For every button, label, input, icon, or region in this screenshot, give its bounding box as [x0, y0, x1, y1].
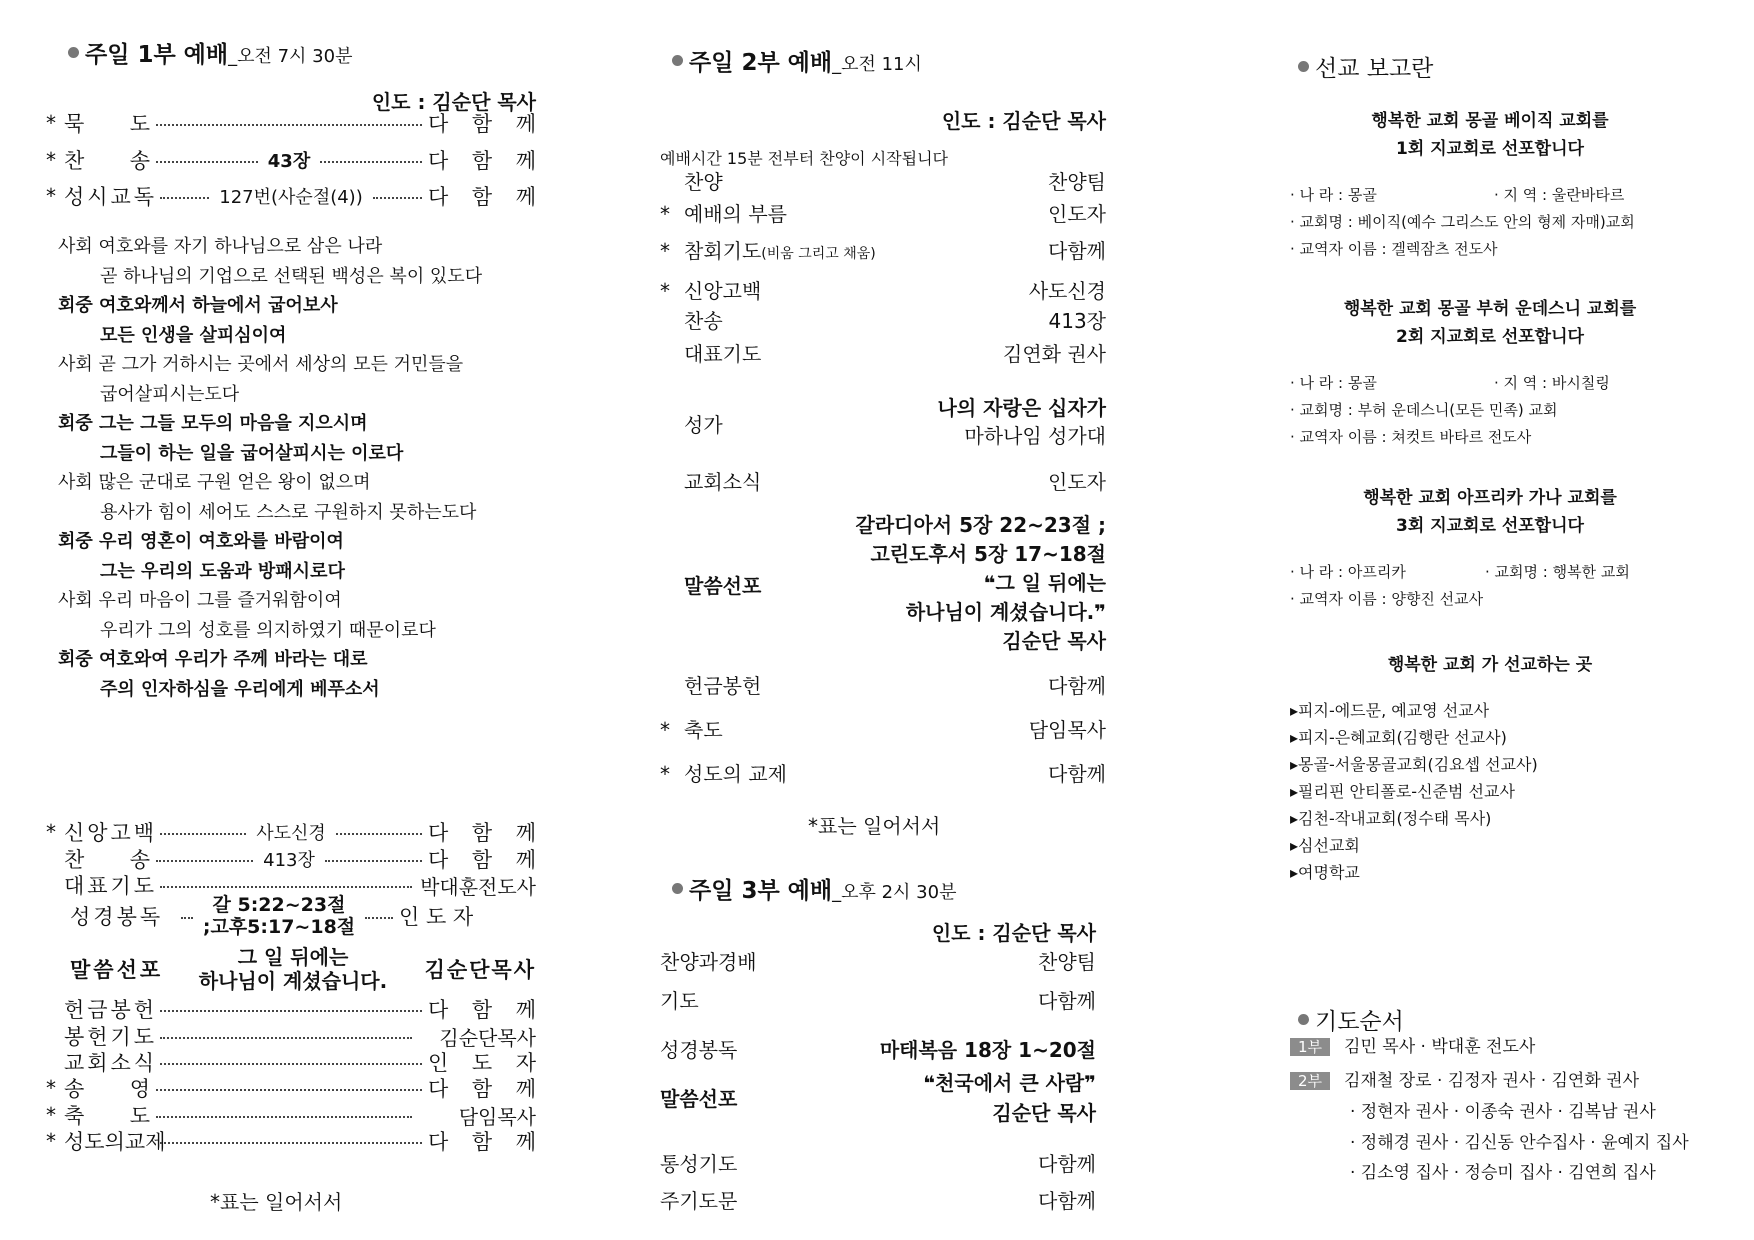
col1-tail-row-label-char: 헌 [64, 998, 85, 1022]
col1-top-row-label-char: 성 [64, 185, 85, 209]
col1-scripture-ref-1: 갈 5:22~23절 [212, 894, 346, 916]
col1-tail-row-label-char: 도 [133, 1025, 154, 1049]
col1-tail-row-label-char: 교 [124, 1130, 146, 1154]
col2-row-right: 413장 [1048, 309, 1106, 333]
responsive-line [58, 645, 368, 671]
col1-tail-row-label [64, 1073, 150, 1103]
col2b-tail-label: 주기도문 [660, 1189, 738, 1213]
col1-bottom-row-right-char: 께 [515, 821, 536, 845]
col1-bottom-row-label-char: 앙 [87, 821, 108, 845]
star-mark: * [660, 762, 670, 786]
col1-bottom-row-label-char: 고 [110, 821, 131, 845]
mission-head: 행복한 교회 몽골 베이직 교회를 [1371, 111, 1609, 131]
col2-tail-right: 다함께 [1048, 762, 1106, 786]
bullet-icon [68, 47, 79, 58]
col2-tail-right: 담임목사 [1028, 718, 1106, 742]
col2-row-right: 다함께 [1048, 239, 1106, 263]
col2-row-label [660, 305, 723, 334]
col2-row-label [660, 338, 761, 367]
col1-scripture-label: 성경봉독 [70, 905, 164, 929]
col1-tail-row [46, 994, 536, 1024]
responsive-speaker: 사회 [58, 590, 99, 611]
bullet-icon [1298, 1014, 1309, 1025]
col2-row-right: 김연화 권사 [1003, 342, 1106, 366]
col1-bottom-row-right-char: 다 [428, 821, 449, 845]
col1-title: 주일 1부 예배 [85, 42, 229, 68]
col1-top-row-right-char: 다 [428, 185, 449, 209]
mission-detail: · 지 역 : 바시칠링 [1494, 374, 1610, 392]
col1-bottom-row-right [428, 817, 536, 847]
responsive-line: 곧 하나님의 기업으로 선택된 백성은 복이 있도다 [100, 266, 483, 287]
responsive-line [58, 527, 344, 553]
mission-head: 행복한 교회 아프리카 가나 교회를 [1363, 488, 1617, 508]
dotted-leader [373, 197, 422, 199]
col1-sermon-label: 말씀선포 [70, 958, 164, 982]
col1-bottom-row-right-char: 께 [515, 848, 536, 872]
col1-top-row-right [428, 145, 536, 175]
col1-sermon-line-1: 그 일 뒤에는 [237, 945, 349, 969]
col2-row-text: 찬송 [684, 309, 723, 333]
col1-bottom-row-mid: 413장 [263, 850, 315, 871]
col2-news-right: 인도자 [1048, 470, 1106, 494]
col2b-sermon-title: ❝천국에서 큰 사람❞ [923, 1071, 1096, 1095]
col2-row-small: (비움 그리고 채움) [761, 246, 876, 262]
col2-sermon-line: 하나님이 계셨습니다.❞ [905, 600, 1106, 624]
responsive-line: 주의 인자하심을 우리에게 베푸소서 [100, 679, 380, 700]
responsive-line: 용사가 힘이 세어도 스스로 구원하지 못하는도다 [100, 502, 477, 523]
col1-top-row-label [64, 145, 150, 175]
prayer-row [1290, 1066, 1639, 1091]
col1-top-row-right-char: 함 [471, 149, 493, 173]
col1-tail-row-right [428, 1126, 536, 1156]
col1-bottom-row-label-char: 도 [133, 874, 154, 898]
col2b-title: 주일 3부 예배 [689, 878, 833, 904]
star-mark: * [660, 279, 670, 303]
col2-choir-title: 나의 자랑은 십자가 [937, 396, 1106, 420]
star-mark: * [46, 820, 56, 844]
prayer-row [1350, 1128, 1689, 1153]
mission-detail: · 지 역 : 울란바타르 [1494, 186, 1625, 204]
col1-tail-row-label-char: 금 [87, 998, 108, 1022]
col1-bottom-row-label-char: 표 [87, 874, 108, 898]
col2-choir [860, 394, 1106, 450]
responsive-text: 여호와께서 하늘에서 굽어보사 [99, 295, 338, 316]
star-mark: * [46, 111, 56, 135]
col1-tail-row-label-char: 축 [64, 1104, 85, 1128]
dotted-leader [156, 124, 422, 126]
col2-row-right: 사도신경 [1028, 279, 1106, 303]
col1-top-row-right-char: 께 [515, 112, 536, 136]
prayer-names: · 정해경 권사 · 김신동 안수집사 · 윤예지 집사 [1350, 1133, 1689, 1153]
prayer-row [1350, 1097, 1656, 1122]
col2b-sermon-label: 말씀선포 [660, 1087, 738, 1111]
dotted-leader [325, 860, 422, 862]
col2-sermon-line: 갈라디아서 5장 22~23절 ; [855, 513, 1106, 537]
responsive-line [58, 232, 382, 258]
col1-scripture-row [70, 894, 536, 938]
col1-tail-row-label-char: 소 [110, 1051, 131, 1075]
col2b-sermon-preacher: 김순단 목사 [992, 1101, 1096, 1125]
responsive-speaker: 회중 [58, 295, 100, 316]
col2-sermon-line: ❝그 일 뒤에는 [983, 571, 1106, 595]
col1-sermon-line-2: 하나님이 계셨습니다. [198, 969, 388, 993]
responsive-speaker: 사회 [58, 236, 99, 257]
col1-bottom-row-label [64, 817, 154, 847]
col1-top-row-mid: 127번(사순절(4)) [219, 187, 363, 208]
col2-row-text: 예배의 부름 [684, 202, 787, 226]
col1-tail-row-label-char: 헌 [87, 1025, 108, 1049]
col1-top-row [46, 108, 536, 138]
col1-tail-row-right-char: 다 [428, 1077, 449, 1101]
col3-heading [1298, 50, 1433, 83]
col1-tail-row-right [428, 1073, 536, 1103]
dotted-leader [156, 161, 258, 163]
support-item: ▸심선교회 [1290, 836, 1360, 855]
col1-top-row [46, 181, 536, 211]
prayer-names: · 김소영 집사 · 정승미 집사 · 김연희 집사 [1350, 1163, 1656, 1183]
responsive-speaker: 회중 [58, 649, 100, 670]
responsive-text: 우리 영혼이 여호와를 바람이여 [99, 531, 344, 552]
col1-top-row-right [428, 181, 536, 211]
responsive-text: 곧 그가 거하시는 곳에서 세상의 모든 거민들을 [98, 354, 464, 375]
col1-tail-row-right-char: 께 [515, 998, 536, 1022]
col2-row-label [660, 166, 723, 195]
star-mark: * [660, 202, 670, 226]
dotted-leader [160, 1010, 422, 1012]
prayer-tag: 2부 [1290, 1072, 1330, 1090]
dotted-leader [336, 833, 422, 835]
mission-detail: · 나 라 : 아프리카 [1290, 563, 1406, 581]
col2-leader: 인도 : 김순단 목사 [941, 109, 1106, 133]
mission-detail: · 교역자 이름 : 쳐컷트 바타르 전도사 [1290, 428, 1532, 446]
col1-bottom-row-label-char: 송 [129, 848, 150, 872]
col1-tail-row-label-char: 도 [84, 1130, 105, 1154]
responsive-text: 여호와를 자기 하나님으로 삼은 나라 [98, 236, 383, 257]
responsive-line: 모든 인생을 살피심이여 [100, 325, 287, 346]
col1-top-row [46, 145, 536, 175]
prayer-names: 김재철 장로 · 김정자 권사 · 김연화 권사 [1344, 1071, 1640, 1091]
star-mark: * [46, 148, 56, 172]
prayer-names: 김민 목사 · 박대훈 전도사 [1344, 1037, 1536, 1057]
col1-tail-row-label-char: 헌 [133, 998, 154, 1022]
responsive-line [58, 291, 338, 317]
col2-row-text: 찬양 [684, 170, 723, 194]
col1-top-row-label-char: 시 [87, 185, 108, 209]
prayer-tag: 1부 [1290, 1038, 1330, 1056]
responsive-text: 우리 마음이 그를 즐거워함이여 [98, 590, 342, 611]
col1-top-row-mid: 43장 [267, 151, 311, 172]
dotted-leader [181, 917, 193, 919]
col1-tail-row-right-char: 함 [471, 1077, 493, 1101]
prayer-row [1350, 1158, 1656, 1183]
responsive-line: 우리가 그의 성호를 의지하였기 때문이로다 [100, 620, 436, 641]
col1-scripture-ref-2: ;고후5:17~18절 [202, 916, 356, 938]
bullet-icon [1298, 61, 1309, 72]
col1-tail-row [46, 1073, 536, 1103]
mission-detail: · 교회명 : 부허 운데스니(모든 민족) 교회 [1290, 401, 1558, 419]
col1-bottom-row-right-char: 함 [471, 848, 493, 872]
col1-bottom-row-label-char: 신 [64, 821, 85, 845]
col1-sermon-row [70, 945, 536, 993]
col1-top-row-right-char: 께 [515, 185, 536, 209]
support-item: ▸여명학교 [1290, 863, 1360, 882]
col2-row-text: 신앙고백 [684, 279, 762, 303]
col2-row-label [660, 275, 761, 304]
col3-support-head: 행복한 교회 가 선교하는 곳 [1387, 655, 1593, 675]
col2-tail-label [660, 714, 723, 743]
col1-top-row-label-char: 찬 [64, 149, 85, 173]
mission-head: 행복한 교회 몽골 부허 운데스니 교회를 [1343, 299, 1637, 319]
col2-title: 주일 2부 예배 [689, 50, 833, 76]
col2b-row-label: 기도 [660, 989, 699, 1013]
col1-top-row-right-char: 다 [428, 149, 449, 173]
col2-tail-text: 성도의 교제 [684, 762, 787, 786]
dotted-leader [156, 860, 253, 862]
col2-sermon [800, 511, 1106, 656]
col2-intro: 예배시간 15분 전부터 찬양이 시작됩니다 [660, 149, 948, 168]
col2b-leader: 인도 : 김순단 목사 [931, 921, 1096, 945]
col1-top-row-right-char: 께 [515, 149, 536, 173]
col2-tail-text: 헌금봉헌 [684, 674, 762, 698]
col1-scripture-refs [199, 894, 359, 938]
col2b-row-right: 다함께 [1038, 989, 1096, 1013]
col1-bottom-row-right-char: 다 [428, 848, 449, 872]
col1-tail-row-right-char: 다 [428, 1130, 449, 1154]
col2-row-text: 대표기도 [684, 342, 762, 366]
col1-tail-row-label-char: 도 [129, 1104, 150, 1128]
mission-head: 2회 지교회로 선포합니다 [1396, 327, 1584, 347]
col2b-heading [672, 872, 956, 905]
mission-detail: · 교역자 이름 : 양향진 선교사 [1290, 590, 1484, 608]
responsive-speaker: 사회 [58, 472, 99, 493]
dotted-leader [160, 1037, 412, 1039]
star-mark: * [46, 1103, 56, 1127]
responsive-speaker: 회중 [58, 531, 100, 552]
support-item: ▸몽골-서울몽골교회(김요셉 선교사) [1290, 755, 1538, 774]
col1-top-row-label-char: 독 [133, 185, 154, 209]
responsive-text: 많은 군대로 구원 얻은 왕이 없으며 [98, 472, 371, 493]
support-item: ▸필리핀 안티폴로-신준범 선교사 [1290, 782, 1515, 801]
col2b-row-label: 찬양과경배 [660, 950, 757, 974]
col3-title: 선교 보고란 [1315, 56, 1434, 82]
col2b-scripture-label: 성경봉독 [660, 1038, 738, 1062]
dotted-leader [160, 886, 412, 888]
bullet-icon [672, 55, 683, 66]
responsive-line: 굽어살피시는도다 [100, 384, 240, 405]
col1-top-row-right-char: 함 [471, 112, 493, 136]
col1-leader: 인도 : 김순단 목사 [371, 90, 536, 114]
col2-sermon-line: 김순단 목사 [1002, 629, 1106, 653]
col1-sermon-right: 김순단목사 [424, 958, 536, 982]
bullet-icon [672, 883, 683, 894]
star-mark: * [660, 718, 670, 742]
col1-top-row-label [64, 181, 154, 211]
col1-bottom-row [46, 817, 536, 847]
star-mark: * [46, 1129, 56, 1153]
col3-prayer-title: 기도순서 [1315, 1009, 1404, 1035]
col1-tail-row-label-char: 회 [87, 1051, 108, 1075]
col2b-scripture-right: 마태복음 18장 1~20절 [879, 1038, 1096, 1062]
col2b-tail-label: 통성기도 [660, 1152, 738, 1176]
col2-row-right: 인도자 [1048, 202, 1106, 226]
star-mark: * [46, 184, 56, 208]
col1-tail-row-right: 담임목사 [458, 1104, 536, 1129]
col2-tail-label [660, 758, 787, 787]
responsive-line [58, 409, 368, 435]
star-mark: * [46, 1076, 56, 1100]
dotted-leader [160, 197, 209, 199]
mission-detail: · 나 라 : 몽골 [1290, 186, 1377, 204]
col1-top-row-label-char: 송 [129, 149, 150, 173]
col1-bottom-row-label-char: 백 [133, 821, 154, 845]
dotted-leader [365, 917, 393, 919]
col1-tail-row-label [64, 994, 154, 1024]
responsive-text: 그는 그들 모두의 마음을 지으시며 [99, 413, 368, 434]
mission-detail: · 교회명 : 베이직(예수 그리스도 안의 형제 자매)교회 [1290, 213, 1635, 231]
mission-detail: · 나 라 : 몽골 [1290, 374, 1377, 392]
col1-tail-row-label-char: 영 [129, 1077, 150, 1101]
col1-heading [68, 36, 352, 69]
dotted-leader [160, 1142, 422, 1144]
col1-bottom-row-label-char: 기 [110, 874, 131, 898]
col1-tail-row-right-char: 께 [515, 1077, 536, 1101]
support-item: ▸김천-작내교회(정수태 목사) [1290, 809, 1492, 828]
col1-top-row-label-char: 교 [110, 185, 131, 209]
responsive-line [58, 350, 463, 376]
col1-top-row-right [428, 108, 536, 138]
col1-bottom-row-right-char: 함 [471, 821, 493, 845]
prayer-row [1290, 1032, 1535, 1057]
col2-choir-name: 마하나임 성가대 [964, 424, 1106, 448]
col2b-row-right: 찬양팀 [1038, 950, 1096, 974]
col2-sermon-label: 말씀선포 [684, 574, 762, 598]
col1-tail-row-right: 김순단목사 [439, 1025, 536, 1050]
mission-detail: · 교회명 : 행복한 교회 [1485, 563, 1630, 581]
col1-top-row-label-char: 도 [129, 112, 150, 136]
dotted-leader [156, 1116, 412, 1118]
col1-tail-row-right-char: 다 [428, 998, 449, 1022]
col1-tail-row-label-char: 제 [145, 1130, 166, 1154]
col1-tail-row-label-char: 봉 [110, 998, 131, 1022]
col1-tail-row-label-char: 교 [64, 1051, 85, 1075]
col1-tail-row-label-char: 의 [104, 1130, 125, 1154]
col1-tail-row [46, 1126, 536, 1156]
support-item: ▸피지-에드문, 예교영 선교사 [1290, 701, 1490, 720]
col1-tail-row-right-char: 자 [515, 1051, 536, 1075]
dotted-leader [160, 1063, 422, 1065]
col1-tail-row-label-char: 봉 [64, 1025, 85, 1049]
col1-tail-row-right-char: 인 [428, 1051, 449, 1075]
col2-row-text: 참회기도 [684, 239, 762, 263]
col1-sermon-title [175, 945, 411, 993]
col1-bottom-row-label-char: 대 [64, 874, 85, 898]
col2-tail-text: 축도 [684, 718, 723, 742]
col1-bottom-row-right: 박대훈전도사 [420, 874, 536, 899]
support-item: ▸피지-은혜교회(김행란 선교사) [1290, 728, 1507, 747]
col1-bottom-row-label-char: 찬 [64, 848, 85, 872]
col2b-tail-right: 다함께 [1038, 1152, 1096, 1176]
col2b-subtitle: _오후 2시 30분 [832, 882, 957, 903]
responsive-line [58, 586, 342, 612]
mission-detail: · 교역자 이름 : 겔렉잠츠 전도사 [1290, 240, 1498, 258]
dotted-leader [160, 833, 246, 835]
col2-row-right: 찬양팀 [1048, 170, 1106, 194]
dotted-leader [156, 1089, 422, 1091]
dotted-leader [320, 161, 422, 163]
col2-heading [672, 44, 922, 77]
col1-tail-row-label-char: 성 [64, 1130, 85, 1154]
col2-sermon-line: 고린도후서 5장 17~18절 [870, 542, 1106, 566]
col1-tail-row-right-char: 께 [515, 1130, 536, 1154]
responsive-line: 그는 우리의 도움과 방패시로다 [100, 561, 345, 582]
col1-top-row-label-char: 묵 [64, 112, 85, 136]
col1-tail-row-right-char: 함 [471, 1130, 493, 1154]
col2-subtitle: _오전 11시 [832, 54, 922, 75]
col1-top-row-label [64, 108, 150, 138]
col2-choir-label: 성가 [684, 413, 723, 437]
col2-row-label [660, 235, 876, 264]
col1-bottom-row-mid: 사도신경 [256, 823, 326, 844]
col1-tail-row-label [64, 1126, 166, 1156]
responsive-text: 여호와여 우리가 주께 바라는 대로 [99, 649, 368, 670]
col1-tail-row-label-char: 식 [133, 1051, 154, 1075]
col1-tail-row-label-char: 기 [110, 1025, 131, 1049]
col1-tail-row-right-char: 도 [471, 1051, 493, 1075]
col1-note: *표는 일어서서 [210, 1190, 343, 1214]
col2-note: *표는 일어서서 [808, 814, 941, 838]
star-mark: * [660, 239, 670, 263]
col2-tail-right: 다함께 [1048, 674, 1106, 698]
col1-tail-row-right-char: 함 [471, 998, 493, 1022]
col1-tail-row-label-char: 송 [64, 1077, 85, 1101]
col1-tail-row-right [428, 994, 536, 1024]
col1-top-row-right-char: 함 [471, 185, 493, 209]
col2-news-label: 교회소식 [684, 470, 762, 494]
col2-row-label [660, 198, 787, 227]
mission-head: 1회 지교회로 선포합니다 [1396, 139, 1584, 159]
responsive-speaker: 회중 [58, 413, 100, 434]
col2b-tail-right: 다함께 [1038, 1189, 1096, 1213]
responsive-line [58, 468, 371, 494]
col1-subtitle: _오전 7시 30분 [228, 46, 353, 67]
mission-head: 3회 지교회로 선포합니다 [1396, 516, 1584, 536]
col1-top-row-right-char: 다 [428, 112, 449, 136]
col2-tail-label [660, 670, 761, 699]
responsive-speaker: 사회 [58, 354, 99, 375]
col2b-sermon [846, 1068, 1096, 1128]
col1-scripture-right: 인 도 자 [399, 905, 474, 929]
responsive-line: 그들이 하는 일을 굽어살피시는 이로다 [100, 443, 404, 464]
prayer-names: · 정현자 권사 · 이종숙 권사 · 김복남 권사 [1350, 1102, 1656, 1122]
